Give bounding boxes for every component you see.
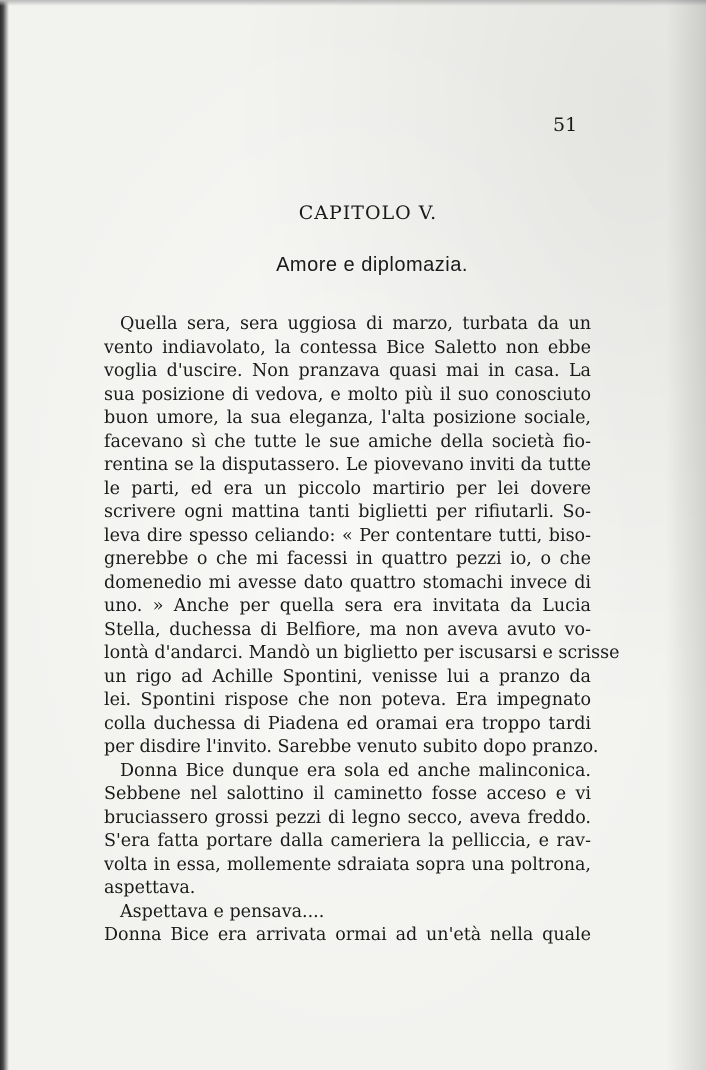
text-line: voglia d'uscire. Non pranzava quasi mai in casa. La <box>104 361 591 381</box>
text-line: Donna Bice era arrivata ormai ad un'età nella quale <box>104 925 591 945</box>
text-line: le parti, ed era un piccolo martirio per lei dovere <box>104 478 591 499</box>
page-right-shade <box>666 0 706 1070</box>
text-line: rentina se la disputassero. Le piovevano inviti da tutte <box>104 455 591 475</box>
text-line: bruciassero grossi pezzi di legno secco, aveva freddo. <box>104 807 591 828</box>
text-line: colla duchessa di Piadena ed oramai era troppo tardi <box>104 713 591 734</box>
text-line: domenedio mi avesse dato quattro stomachi invece di <box>104 572 591 593</box>
text-line: Quella sera, sera uggiosa di marzo, turbata da un <box>120 314 591 334</box>
text-line: sua posizione di vedova, e molto più il suo conosciuto <box>104 384 591 405</box>
text-line: Donna Bice dunque era sola ed anche malinconica. <box>120 760 591 781</box>
text-line: Sebbene nel salottino il caminetto fosse acceso e vi <box>104 784 591 804</box>
text-line: Stella, duchessa di Belfiore, ma non aveva avuto vo- <box>104 619 591 640</box>
text-line: uno. » Anche per quella sera era invitata da Lucia <box>104 596 591 616</box>
page-number: 51 <box>553 114 578 136</box>
text-line: scrivere ogni mattina tanti biglietti per rifiutarli. So- <box>104 502 591 522</box>
text-line: per disdire l'invito. Sarebbe venuto subito dopo pranzo. <box>104 737 599 757</box>
text-line: leva dire spesso celiando: « Per contentare tutti, biso- <box>104 525 591 546</box>
text-line: gnerebbe o che mi facessi in quattro pezzi io, o che <box>104 549 591 569</box>
text-line: Aspettava e pensava.... <box>120 901 325 922</box>
text-line: facevano sì che tutte le sue amiche della società fio- <box>104 431 591 452</box>
text-line: lontà d'andarci. Mandò un biglietto per iscusarsi e scrisse <box>104 643 620 663</box>
chapter-heading: CAPITOLO V. <box>298 202 438 224</box>
text-line: lei. Spontini rispose che non poteva. Era impegnato <box>104 690 591 710</box>
text-line: S'era fatta portare dalla cameriera la pelliccia, e rav- <box>104 831 591 851</box>
page-binding-edge <box>0 0 9 1070</box>
text-line: buon umore, la sua eleganza, l'alta posizione sociale, <box>104 408 591 428</box>
page-top-edge <box>0 0 706 6</box>
text-line: vento indiavolato, la contessa Bice Saletto non ebbe <box>104 337 591 358</box>
text-line: aspettava. <box>104 878 196 898</box>
text-line: un rigo ad Achille Spontini, venisse lui a pranzo da <box>104 666 591 687</box>
chapter-title: Amore e diplomazia. <box>276 254 468 276</box>
text-line: volta in essa, mollemente sdraiata sopra una poltrona, <box>104 854 591 875</box>
body-text <box>104 313 620 948</box>
